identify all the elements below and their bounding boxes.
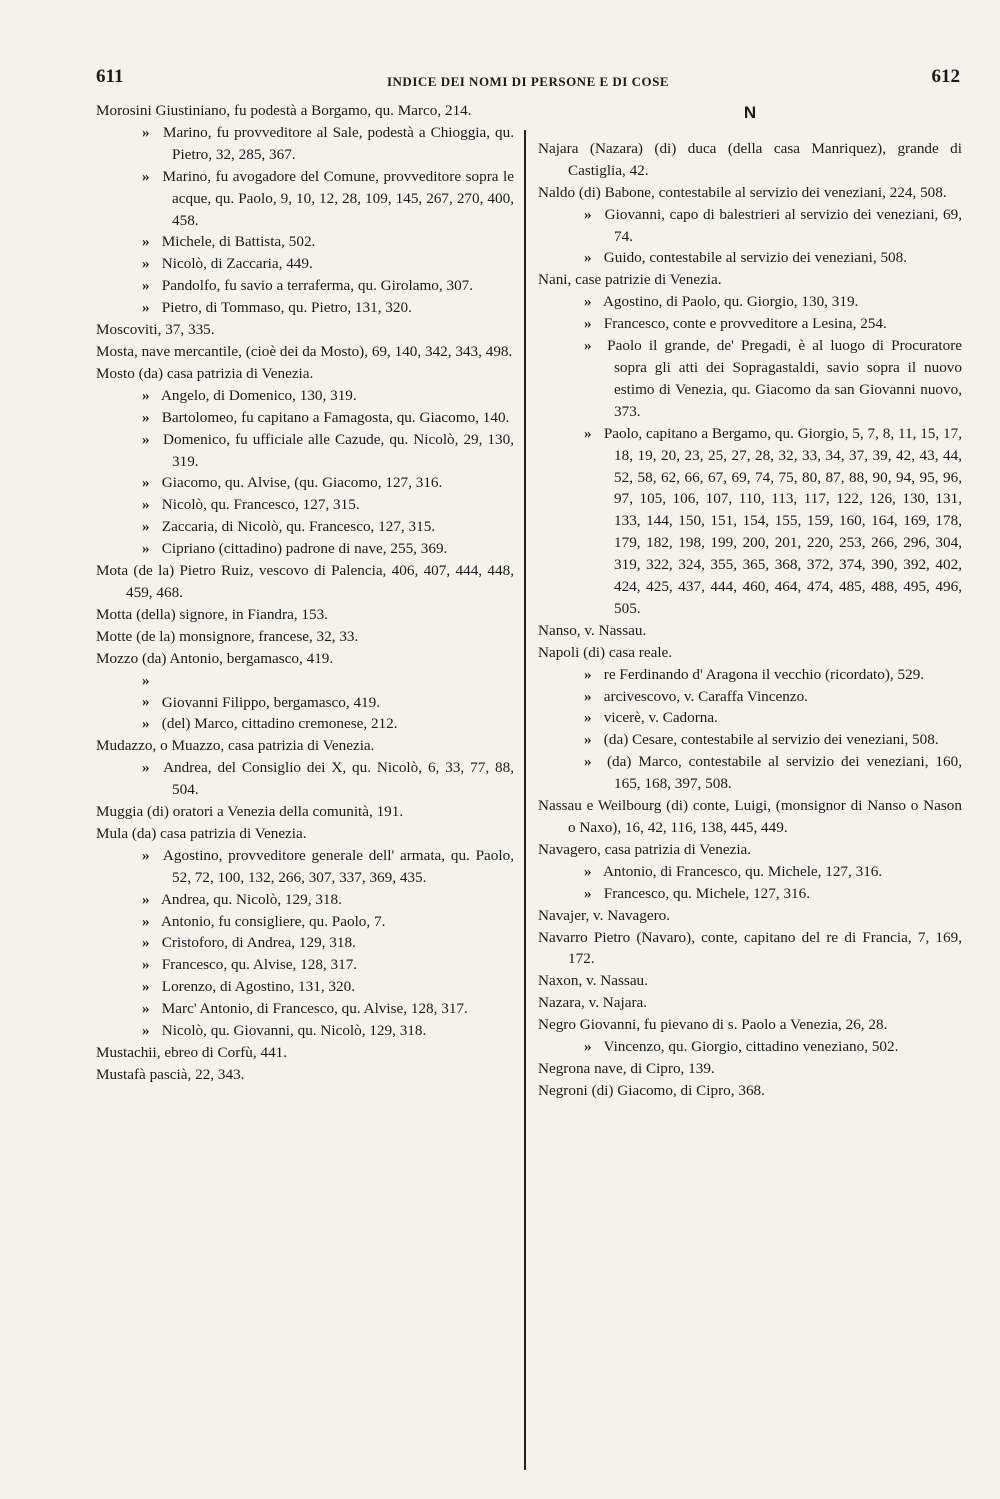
ditto-mark: » [584,205,592,223]
entry-text: Paolo, capitano a Bergamo, qu. Giorgio, 5, 7, 8, 11, 15, 17, 18, 19, 20, 23, 25, 27, 28, 32, 33, 34, 37, 39, 42, 43, 44, 52, 58, 62, 66, 67, 69, 74, 75, 80, 87, 88, 90, 94, 95, 96, 97, 105, 106, 107, 110, 113, 117, 122, 126, 130, 131, 133, 144, 150, 151, 154, 155, 159, 160, 164, 169, 178, 179, 182, 198, 199, 200, 201, 220, 253, 266, 296, 304, 319, 322, 324, 355, 365, 368, 372, 374, 390, 392, 402, 424, 425, 437, 444, 460, 464, 474, 485, 488, 495, 496, 505. [603,424,962,617]
entry-text: Giovanni Filippo, bergamasco, 419. [161,693,381,711]
index-subentry [96,713,514,735]
index-entry [538,182,962,204]
index-entry [96,363,514,385]
index-entry [96,626,514,648]
index-entry [538,1058,962,1080]
entry-text: Marc' Antonio, di Francesco, qu. Alvise, 128, 317. [161,1000,468,1018]
ditto-mark: » [142,715,150,733]
ditto-mark: » [584,249,592,267]
entry-text: Paolo il grande, de' Pregadi, è al luogo di Procuratore sopra gli atti dei Sopragastaldi, savio sopra il nuovo estimo di Venezia, qu. Giacomo da san Giovanni nuovo, 373. [607,337,962,420]
entry-text: Nicolò, qu. Francesco, 127, 315. [161,496,360,514]
entry-text: Agostino, provveditore generale dell' armata, qu. Paolo, 52, 72, 100, 132, 266, 307, 337, 369, 435. [162,846,514,886]
entry-text: (da) Marco, contestabile al servizio dei veneziani, 160, 165, 168, 397, 508. [606,753,962,793]
index-subentry [96,297,514,319]
index-entry [538,795,962,839]
ditto-mark: » [142,496,150,514]
entry-text: Negrona nave, di Cipro, 139. [538,1059,715,1077]
index-subentry [96,122,514,166]
index-entry [538,992,962,1014]
entry-text: Naldo (di) Babone, contestabile al servizio dei veneziani, 224, 508. [538,183,947,201]
index-subentry [538,247,962,269]
entry-text: Negro Giovanni, fu pievano di s. Paolo a Venezia, 26, 28. [538,1016,888,1034]
ditto-mark: » [142,912,150,930]
index-subentry [96,472,514,494]
index-entry [538,642,962,664]
entry-text: Motta (della) signore, in Fiandra, 153. [96,605,328,623]
ditto-mark: » [142,759,150,777]
entry-text: Negroni (di) Giacomo, di Cipro, 368. [538,1081,765,1099]
column-divider [524,130,526,1470]
index-entry [538,839,962,861]
entry-text: Nanso, v. Nassau. [538,621,647,639]
index-entry [96,648,514,670]
entry-text: Motte (de la) monsignore, francese, 32, 33. [96,627,359,645]
entry-text: Cipriano (cittadino) padrone di nave, 255, 369. [161,540,448,558]
entry-text: Marino, fu avogadore del Comune, provveditore sopra le acque, qu. Paolo, 9, 10, 12, 28, 109, 145, 267, 270, 400, 458. [162,167,514,229]
entry-text: Antonio, fu consigliere, qu. Paolo, 7. [160,912,386,930]
entry-text: Nani, case patrizie di Venezia. [538,271,722,289]
entry-text: Mosta, nave mercantile, (cioè dei da Mosto), 69, 140, 342, 343, 498. [96,342,513,360]
entry-text: Mota (de la) Pietro Ruiz, vescovo di Palencia, 406, 407, 444, 448, 459, 468. [96,562,514,601]
page-number-left: 611 [96,66,124,87]
index-subentry [96,494,514,516]
index-subentry [538,204,962,248]
index-subentry [538,861,962,883]
entry-text: Domenico, fu ufficiale alle Cazude, qu. Nicolò, 29, 130, 319. [163,430,515,470]
entry-text: Mudazzo, o Muazzo, casa patrizia di Venezia. [96,737,375,755]
section-letter: N [743,103,757,122]
index-entry [96,1042,514,1064]
ditto-mark: » [584,884,592,902]
entry-text: Andrea, del Consiglio dei X, qu. Nicolò, 6, 33, 77, 88, 504. [163,759,514,799]
entry-text: Nassau e Weilbourg (di) conte, Luigi, (monsignor di Nanso o Nason o Naxo), 16, 42, 116, 138, 445, 449. [538,797,962,836]
index-entry [96,341,514,363]
index-entry [538,927,962,971]
entry-text: vicerè, v. Cadorna. [603,709,718,727]
entry-text: Mozzo (da) Antonio, bergamasco, 419. [96,649,334,667]
ditto-mark: » [142,846,150,864]
ditto-mark: » » [142,671,150,711]
index-subentry [96,976,514,998]
entry-text: Morosini Giustiniano, fu podestà a Borgamo, qu. Marco, 214. [96,102,472,119]
entry-text: re Ferdinando d' Aragona il vecchio (ricordato), 529. [603,665,925,683]
entry-text: Francesco, conte e provveditore a Lesina, 254. [603,315,887,333]
index-subentry [538,707,962,729]
index-subentry [538,423,962,620]
ditto-mark: » [584,862,592,880]
ditto-mark: » [142,299,150,317]
index-subentry [96,275,514,297]
entry-text: Navajer, v. Navagero. [538,906,671,924]
index-subentry [96,757,514,801]
index-subentry [538,751,962,795]
index-entry [538,1080,962,1102]
index-subentry [96,231,514,253]
entry-text: Mustafà pascià, 22, 343. [96,1065,245,1083]
ditto-mark: » [142,890,150,908]
ditto-mark: » [584,315,592,333]
ditto-mark: » [142,408,150,426]
ditto-mark: » [142,518,150,536]
entry-text: Nicolò, di Zaccaria, 449. [161,255,313,273]
running-title: INDICE DEI NOMI DI PERSONE E DI COSE [386,74,670,89]
index-subentry [538,1036,962,1058]
entry-text: arcivescovo, v. Caraffa Vincenzo. [603,687,808,705]
entry-text: Pandolfo, fu savio a terraferma, qu. Girolamo, 307. [161,277,474,295]
entry-text: Nicolò, qu. Giovanni, qu. Nicolò, 129, 318. [161,1022,427,1040]
ditto-mark: » [142,1000,150,1018]
ditto-mark: » [584,753,592,771]
entry-text: Mula (da) casa patrizia di Venezia. [96,824,307,842]
index-subentry [96,385,514,407]
entry-text: Najara (Nazara) (di) duca (della casa Manriquez), grande di Castiglia, 42. [538,139,962,179]
ditto-mark: » [584,424,592,442]
ditto-mark: » [584,731,592,749]
entry-text: Zaccaria, di Nicolò, qu. Francesco, 127, 315. [161,518,436,536]
index-subentry [538,686,962,708]
entry-text: Marino, fu provveditore al Sale, podestà a Chioggia, qu. Pietro, 32, 285, 367. [162,123,515,163]
ditto-mark: » [584,687,592,705]
index-subentry [96,253,514,275]
index-subentry [96,889,514,911]
ditto-mark: » [142,430,150,448]
index-entry [96,1064,514,1086]
ditto-mark: » [142,386,150,404]
entry-text: Moscoviti, 37, 335. [96,321,215,339]
entry-text: Mustachii, ebreo di Corfù, 441. [96,1043,288,1061]
entry-text: Andrea, qu. Nicolò, 129, 318. [160,890,342,908]
entry-text: Vincenzo, qu. Giorgio, cittadino veneziano, 502. [603,1038,899,1056]
entry-text: Lorenzo, di Agostino, 131, 320. [161,978,355,996]
ditto-mark: » [142,123,150,141]
entry-text: Antonio, di Francesco, qu. Michele, 127, 316. [602,862,883,880]
index-entry [538,905,962,927]
ditto-mark: » [142,540,150,558]
index-entry [538,269,962,291]
ditto-mark: » [142,255,150,273]
index-subentry [538,313,962,335]
index-entry [96,801,514,823]
right-column [538,100,962,1102]
ditto-mark: » [142,167,150,185]
entry-text: Francesco, qu. Michele, 127, 316. [603,884,811,902]
index-entry [96,823,514,845]
index-subentry [96,1020,514,1042]
entry-text: Navagero, casa patrizia di Venezia. [538,840,752,858]
ditto-mark: » [584,665,592,683]
index-subentry [538,729,962,751]
entry-text: Napoli (di) casa reale. [538,643,673,661]
entry-text: Mosto (da) casa patrizia di Venezia. [96,364,314,382]
entry-text: Giacomo, qu. Alvise, (qu. Giacomo, 127, 316. [161,474,443,492]
ditto-mark: » [142,1022,150,1040]
index-subentry [96,845,514,889]
index-entry [538,138,962,182]
index-subentry [96,407,514,429]
ditto-mark: » [142,233,150,251]
entry-text: (del) Marco, cittadino cremonese, 212. [161,715,398,733]
index-subentry [96,954,514,976]
index-subentry [96,516,514,538]
entry-text: Nazara, v. Najara. [538,994,648,1012]
ditto-mark: » [584,293,592,311]
index-subentry [538,291,962,313]
page-number-right: 612 [931,66,960,87]
entry-text: Cristoforo, di Andrea, 129, 318. [161,934,356,952]
entry-text: Bartolomeo, fu capitano a Famagosta, qu. Giacomo, 140. [161,408,510,426]
entry-text: Michele, di Battista, 502. [161,233,316,251]
entry-text: Navarro Pietro (Navaro), conte, capitano del re di Francia, 7, 169, 172. [538,928,962,968]
entry-text: (da) Cesare, contestabile al servizio dei veneziani, 508. [603,731,939,749]
entry-text: Pietro, di Tommaso, qu. Pietro, 131, 320. [161,299,412,317]
ditto-mark: » [142,474,150,492]
entry-text: Muggia (di) oratori a Venezia della comunità, 191. [96,803,404,820]
index-entry [538,1014,962,1036]
entry-text: Giovanni, capo di balestrieri al servizio dei veneziani, 69, 74. [604,205,962,245]
ditto-mark: » [142,956,150,974]
index-subentry [538,664,962,686]
index-entry [96,735,514,757]
index-entry [96,100,514,122]
ditto-mark: » [584,709,592,727]
ditto-mark: » [142,277,150,295]
index-entry [96,319,514,341]
index-entry [538,620,962,642]
ditto-mark: » [142,978,150,996]
index-subentry [538,883,962,905]
index-entry [96,560,514,604]
left-column [96,100,514,1086]
page-header [96,66,960,96]
index-subentry [96,538,514,560]
entry-text: Angelo, di Domenico, 130, 319. [160,386,357,404]
ditto-mark: » [584,337,592,355]
index-subentry [96,911,514,933]
entry-text: Naxon, v. Nassau. [538,972,648,990]
index-subentry [538,335,962,423]
index-entry [96,604,514,626]
entry-text: Guido, contestabile al servizio dei veneziani, 508. [603,249,908,267]
index-subentry [96,670,514,714]
entry-text: Francesco, qu. Alvise, 128, 317. [161,956,358,974]
index-subentry [96,932,514,954]
index-subentry [96,429,514,473]
ditto-mark: » [584,1038,592,1056]
index-subentry [96,998,514,1020]
index-entry [538,970,962,992]
ditto-mark: » [142,934,150,952]
index-subentry [96,166,514,232]
entry-text: Agostino, di Paolo, qu. Giorgio, 130, 319. [602,293,859,311]
